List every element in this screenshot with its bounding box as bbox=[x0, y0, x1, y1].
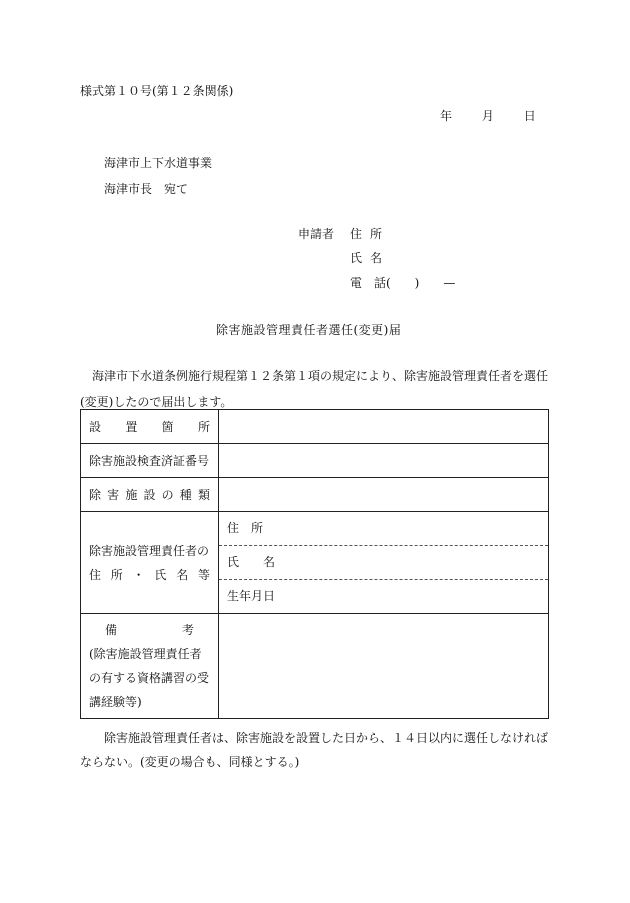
manager-birthdate-field[interactable] bbox=[219, 579, 548, 613]
applicant-phone-label: 電 話( ) — bbox=[350, 276, 456, 290]
facility-type-label: 除 害 施 設 の 種 類 bbox=[81, 478, 219, 512]
location-label: 設 置 箇 所 bbox=[81, 410, 219, 444]
manager-name-label: 氏 名 bbox=[227, 555, 276, 569]
manager-info-label: 除害施設管理責任者の 住 所 ・ 氏 名 等 bbox=[81, 512, 219, 614]
addressee-line1: 海津市上下水道事業 bbox=[104, 156, 213, 170]
certificate-number-label: 除害施設検査済証番号 bbox=[81, 444, 219, 478]
manager-birthdate-label: 生年月日 bbox=[227, 589, 276, 603]
manager-info-fields bbox=[219, 512, 549, 614]
remarks-field[interactable] bbox=[219, 614, 549, 719]
applicant-label: 申請者 bbox=[298, 227, 335, 241]
body-paragraph: 海津市下水道条例施行規程第１２条第１項の規定により、除害施設管理責任者を選任(変更)したので届出します。 bbox=[80, 369, 549, 409]
manager-address-field[interactable] bbox=[219, 512, 548, 545]
table-row-remarks bbox=[81, 614, 549, 719]
document-title: 除害施設管理責任者選任(変更)届 bbox=[216, 323, 402, 337]
applicant-address-label: 住所 bbox=[350, 227, 391, 241]
location-field[interactable] bbox=[219, 410, 549, 444]
remarks-label: 備 考 (除害施設管理責任者の有する資格講習の受講経験等) bbox=[81, 614, 219, 719]
form-number: 様式第１０号(第１２条関係) bbox=[80, 84, 234, 98]
manager-name-field[interactable] bbox=[219, 545, 548, 579]
manager-address-label: 住 所 bbox=[227, 521, 264, 535]
date-month-label: 月 bbox=[481, 109, 494, 123]
table-row-facility-type bbox=[81, 478, 549, 512]
form-table bbox=[80, 409, 549, 719]
table-row-location bbox=[81, 410, 549, 444]
date-year-label: 年 bbox=[440, 109, 453, 123]
addressee-line2: 海津市長 宛て bbox=[104, 182, 189, 196]
applicant-name-label: 氏名 bbox=[350, 251, 391, 265]
note-paragraph: 除害施設管理責任者は、除害施設を設置した日から、１４日以内に選任しなければならない。(変更の場合も、同様とする。) bbox=[80, 731, 549, 769]
date-day-label: 日 bbox=[523, 109, 536, 123]
facility-type-field[interactable] bbox=[219, 478, 549, 512]
certificate-number-field[interactable] bbox=[219, 444, 549, 478]
table-row-certificate bbox=[81, 444, 549, 478]
table-row-manager bbox=[81, 512, 549, 614]
date-line bbox=[440, 107, 536, 124]
